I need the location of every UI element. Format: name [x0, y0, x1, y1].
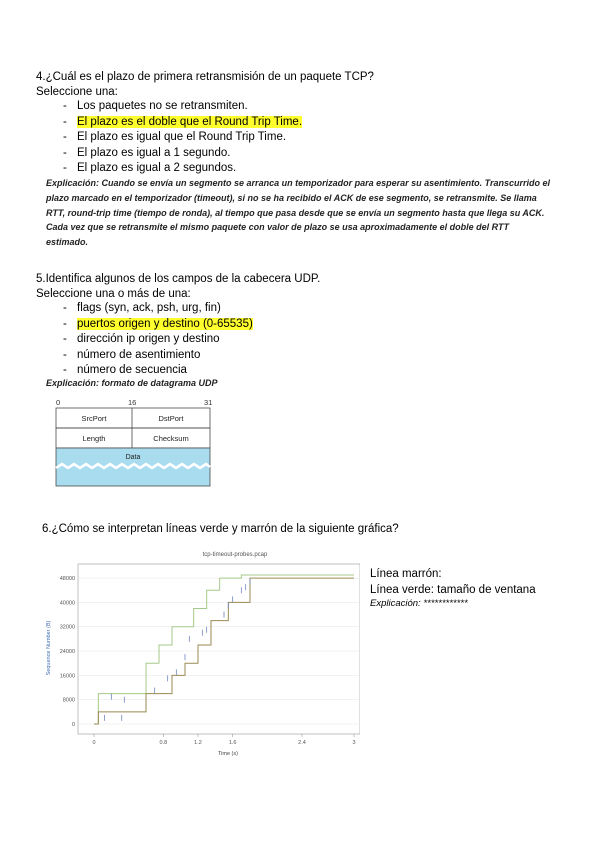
- q5-instruction: Seleccione una o más de una:: [36, 288, 191, 300]
- q6-explanation: Explicación: ************: [370, 598, 468, 609]
- udp-row-ports: [56, 408, 210, 428]
- q5-option: - número de asentimiento: [63, 348, 201, 361]
- dstport-label: DstPort: [158, 414, 184, 423]
- q5-option: - dirección ip origen y destino: [63, 333, 220, 345]
- q5-option: - flags (syn, ack, psh, urg, fin): [63, 302, 221, 314]
- green-line-answer: Línea verde: tamaño de ventana: [370, 584, 536, 596]
- q4-explanation: Explicación: Cuando se envía un segmento se arranca un temporizador para esperar su asentimiento. Transcurrido el plazo marcado en el temporizador (timeout), si no se ha recibido el ACK de ese segmento, se retransmite. Se llama RTT, round-trip time (tiempo de ronda), al tiempo que pasa desde que se envía un segmento hasta que llega su ACK. Cada vez que se retransmite el mismo paquete con valor de plazo se usa aproximadamente el doble del RTT estimado.: [46, 178, 550, 248]
- checksum-label: Checksum: [153, 434, 189, 443]
- bit-label: 31: [204, 398, 213, 407]
- chart-title: tcp-timeout-probes.pcap: [202, 552, 268, 558]
- y-tick-label: 8000: [62, 697, 75, 704]
- x-tick-label: 1.6: [228, 740, 237, 746]
- q4-option: - El plazo es igual que el Round Trip Time.: [63, 131, 287, 143]
- udp-header-diagram: [46, 398, 216, 488]
- q5-option-correct: - puertos origen y destino (0-65535): [63, 317, 253, 330]
- tcp-sequence-chart: [30, 548, 360, 760]
- y-tick-label: 16000: [59, 673, 75, 680]
- bit-label: 0: [56, 398, 61, 407]
- q5-options: [63, 301, 253, 379]
- q4-instruction: Seleccione una:: [36, 86, 118, 98]
- q6-question: 6.¿Cómo se interpretan líneas verde y marrón de la siguiente gráfica?: [42, 523, 399, 535]
- data-label: Data: [125, 454, 141, 461]
- y-tick-label: 40000: [59, 600, 75, 607]
- x-tick-label: 2.4: [298, 740, 306, 746]
- srcport-label: SrcPort: [81, 414, 107, 423]
- length-label: Length: [82, 434, 106, 443]
- x-tick-label: 0.8: [159, 740, 168, 746]
- y-tick-label: 24000: [59, 649, 75, 656]
- q4-option: - El plazo es igual a 2 segundos.: [63, 162, 237, 174]
- x-axis-label: Time (s): [218, 751, 238, 757]
- q5-explanation: Explicación: formato de datagrama UDP: [46, 378, 218, 388]
- highlight: puertos origen y destino (0-65535): [77, 317, 253, 330]
- q4-option: - El plazo es igual a 1 segundo.: [63, 146, 231, 159]
- brown-line-answer: Línea marrón:: [370, 568, 442, 580]
- bit-label: 16: [128, 398, 137, 407]
- q5-question: 5.Identifica algunos de los campos de la cabecera UDP.: [36, 273, 321, 285]
- x-tick-label: 1.2: [194, 740, 202, 746]
- y-tick-label: 32000: [59, 624, 75, 631]
- q5-option: - número de secuencia: [63, 364, 187, 376]
- y-tick-label: 48000: [59, 576, 75, 583]
- highlight: El plazo es el doble que el Round Trip Time.: [77, 115, 303, 128]
- q4-options: [63, 99, 302, 177]
- q4-option: - Los paquetes no se retransmiten.: [63, 100, 248, 112]
- plot-area: [78, 564, 360, 734]
- q4-question: 4.¿Cuál es el plazo de primera retransmisión de un paquete TCP?: [36, 71, 374, 83]
- q4-option-correct: - El plazo es el doble que el Round Trip Time.: [63, 115, 303, 128]
- x-tick-label: 0: [92, 740, 96, 746]
- x-tick-label: 3: [352, 740, 356, 746]
- y-tick-label: 0: [71, 722, 75, 728]
- y-axis-label: Sequence Number (B): [46, 620, 52, 676]
